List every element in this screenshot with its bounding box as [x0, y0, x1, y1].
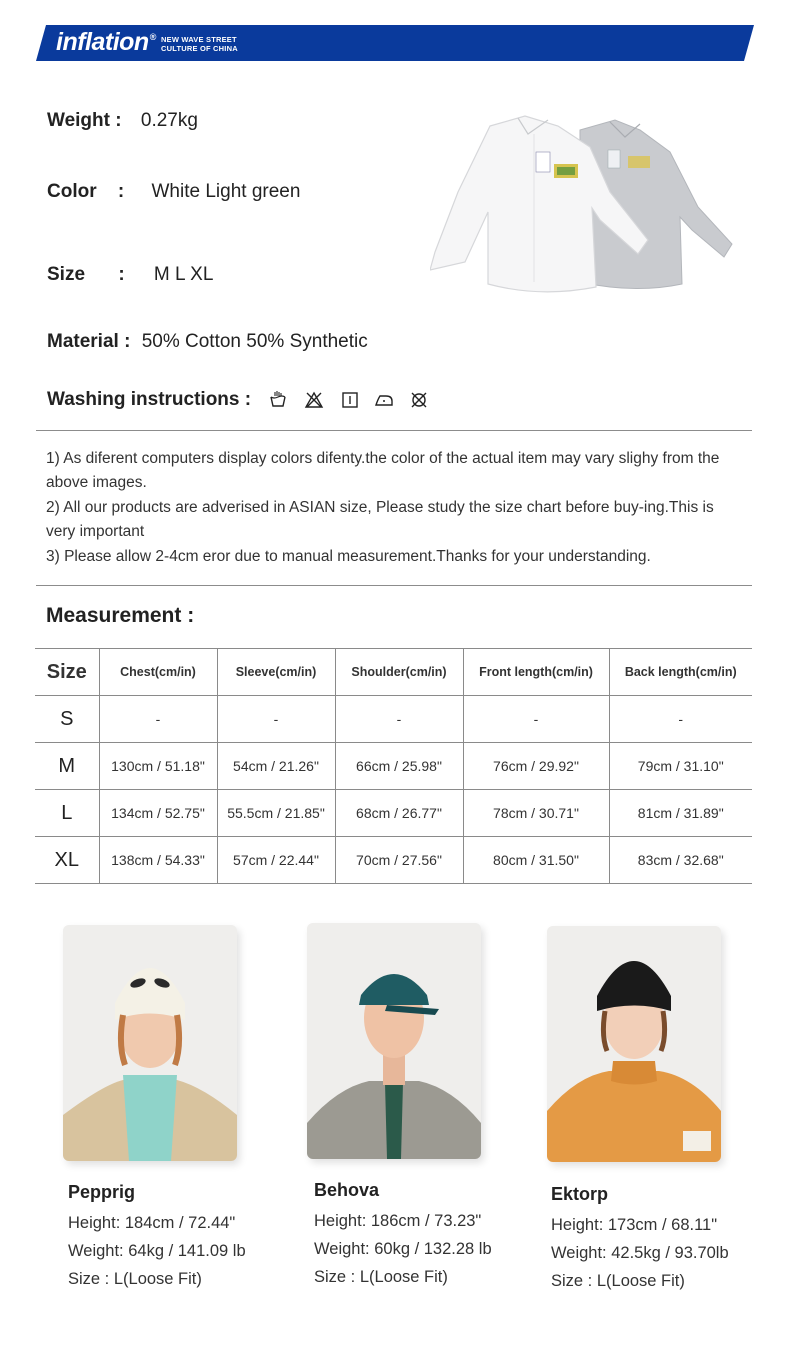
spec-washing: Washing instructions : [47, 389, 252, 410]
table-cell: 81cm / 31.89" [609, 790, 752, 837]
do-not-bleach-icon [304, 390, 324, 410]
table-cell: 130cm / 51.18" [99, 743, 217, 790]
table-cell: - [463, 696, 609, 743]
table-cell: 55.5cm / 21.85" [217, 790, 335, 837]
table-cell: 134cm / 52.75" [99, 790, 217, 837]
table-cell: 68cm / 26.77" [335, 790, 463, 837]
table-cell: 70cm / 27.56" [335, 837, 463, 884]
cell-size: M [35, 743, 99, 790]
model-size: Size : L(Loose Fit) [68, 1270, 202, 1288]
header-back-length: Back length(cm/in) [609, 649, 752, 696]
spec-size: Size : M L XL [47, 264, 214, 285]
table-row [35, 790, 752, 837]
do-not-dry-clean-icon [409, 390, 429, 410]
table-row [35, 696, 752, 743]
model-photo-ektorp [547, 926, 721, 1162]
table-cell: - [99, 696, 217, 743]
table-row [35, 743, 752, 790]
model-height: Height: 186cm / 73.23" [314, 1212, 482, 1230]
spec-weight: Weight : 0.27kg [47, 110, 198, 131]
model-height: Height: 173cm / 68.11" [551, 1216, 718, 1234]
divider [36, 430, 752, 431]
product-shirts-image [430, 112, 740, 297]
model-photo-pepprig [63, 925, 237, 1161]
cell-size: S [35, 696, 99, 743]
model-weight: Weight: 64kg / 141.09 lb [68, 1242, 246, 1260]
table-row [35, 837, 752, 884]
tumble-dry-icon [340, 390, 360, 410]
notes [46, 447, 746, 571]
model-weight: Weight: 60kg / 132.28 lb [314, 1240, 492, 1258]
table-cell: 66cm / 25.98" [335, 743, 463, 790]
table-cell: 138cm / 54.33" [99, 837, 217, 884]
table-cell: 76cm / 29.92" [463, 743, 609, 790]
model-size: Size : L(Loose Fit) [314, 1268, 448, 1286]
header-chest: Chest(cm/in) [99, 649, 217, 696]
brand-banner [36, 25, 754, 61]
model-size: Size : L(Loose Fit) [551, 1272, 685, 1290]
table-cell: - [609, 696, 752, 743]
note-3: 3) Please allow 2-4cm eror due to manual measurement.Thanks for your understanding. [46, 548, 651, 565]
iron-icon [374, 390, 394, 410]
cell-size: L [35, 790, 99, 837]
model-height: Height: 184cm / 72.44" [68, 1214, 236, 1232]
spec-color: Color : White Light green [47, 181, 301, 202]
header-front-length: Front length(cm/in) [463, 649, 609, 696]
table-cell: - [217, 696, 335, 743]
brand-logo: inflation® [56, 28, 156, 56]
model-weight: Weight: 42.5kg / 93.70lb [551, 1244, 729, 1262]
table-cell: 80cm / 31.50" [463, 837, 609, 884]
brand-tagline: NEW WAVE STREET CULTURE OF CHINA [161, 35, 238, 53]
table-cell: 57cm / 22.44" [217, 837, 335, 884]
measurement-table [35, 648, 752, 884]
table-cell: 83cm / 32.68" [609, 837, 752, 884]
table-cell: 54cm / 21.26" [217, 743, 335, 790]
divider [36, 585, 752, 586]
spec-material: Material : 50% Cotton 50% Synthetic [47, 331, 368, 352]
measurement-title: Measurement : [46, 604, 195, 627]
hand-wash-icon [268, 390, 288, 410]
note-2: 2) All our products are adverised in ASIAN size, Please study the size chart before buy-ing.This is very important [46, 499, 714, 540]
table-cell: - [335, 696, 463, 743]
header-shoulder: Shoulder(cm/in) [335, 649, 463, 696]
table-cell: 78cm / 30.71" [463, 790, 609, 837]
table-cell: 79cm / 31.10" [609, 743, 752, 790]
table-header-row [35, 649, 752, 696]
header-size: Size [35, 649, 99, 696]
model-name: Ektorp [551, 1184, 609, 1204]
model-name: Pepprig [68, 1182, 136, 1202]
model-photo-behova [307, 923, 481, 1159]
note-1: 1) As diferent computers display colors difenty.the color of the actual item may vary slighy from the above images. [46, 450, 720, 491]
model-name: Behova [314, 1180, 380, 1200]
header-sleeve: Sleeve(cm/in) [217, 649, 335, 696]
cell-size: XL [35, 837, 99, 884]
